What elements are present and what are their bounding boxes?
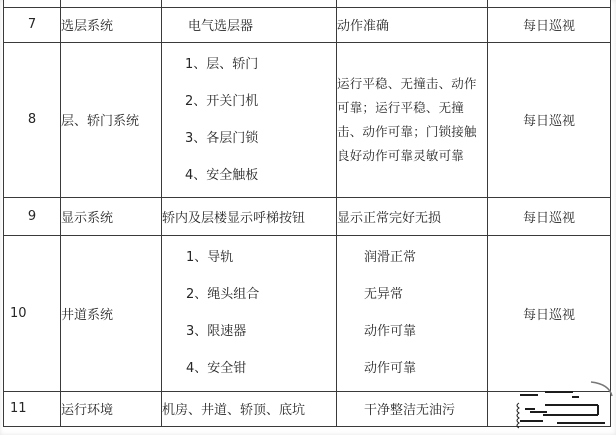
row8-system: 层、轿门系统 xyxy=(61,42,162,197)
maintenance-table xyxy=(3,0,611,427)
row8-items xyxy=(162,42,337,197)
row10-item-3: 3、限速器 xyxy=(186,324,247,339)
row11-item: 机房、井道、轿顶、底坑 xyxy=(162,391,337,426)
row10-requirements xyxy=(337,235,488,391)
row11-number: 11 xyxy=(4,391,61,426)
partial-cell xyxy=(4,0,61,7)
row10-number: 10 xyxy=(4,235,61,391)
row11-system: 运行环境 xyxy=(61,391,162,426)
row10-item-4: 4、安全钳 xyxy=(186,361,247,376)
row10-system: 井道系统 xyxy=(61,235,162,391)
row8-number: 8 xyxy=(4,42,61,197)
row9-number: 9 xyxy=(4,197,61,235)
row8-item-3: 3、各层门锁 xyxy=(185,130,259,146)
row7-system: 选层系统 xyxy=(61,7,162,42)
row7-item: 电气选层器 xyxy=(162,7,337,42)
row10-req-1: 润滑正常 xyxy=(364,250,417,265)
row10-item-2: 2、绳头组合 xyxy=(186,287,260,302)
row9-system: 显示系统 xyxy=(61,197,162,235)
row7-frequency: 每日巡视 xyxy=(488,7,611,42)
row9-frequency: 每日巡视 xyxy=(488,197,611,235)
table-row xyxy=(4,197,611,235)
row9-item: 轿内及层楼显示呼梯按钮 xyxy=(162,197,337,235)
row10-frequency: 每日巡视 xyxy=(488,235,611,391)
watermark-scribble-graphic xyxy=(505,378,616,430)
partial-cell xyxy=(162,0,337,7)
table-row xyxy=(4,235,611,391)
partial-cell xyxy=(337,0,488,7)
row10-items xyxy=(162,235,337,391)
partial-cell xyxy=(488,0,611,7)
row8-item-2: 2、开关门机 xyxy=(185,93,259,109)
row7-number: 7 xyxy=(4,7,61,42)
row8-requirement-text: 运行平稳、无撞击、动作可靠；运行平稳、无撞击、动作可靠；门锁接触良好动作可靠灵敏可靠 xyxy=(337,75,477,163)
partial-cell xyxy=(61,0,162,7)
table-row-partial xyxy=(4,0,611,7)
table-row xyxy=(4,7,611,42)
row8-item-4: 4、安全触板 xyxy=(185,167,259,183)
row10-req-3: 动作可靠 xyxy=(364,324,417,339)
row8-frequency: 每日巡视 xyxy=(488,42,611,197)
table-row xyxy=(4,42,611,197)
row10-req-4: 动作可靠 xyxy=(364,361,417,376)
row10-item-1: 1、导轨 xyxy=(186,250,234,265)
row10-req-2: 无异常 xyxy=(364,287,404,302)
row8-item-1: 1、层、轿门 xyxy=(185,56,259,72)
row9-requirement: 显示正常完好无损 xyxy=(337,197,488,235)
row11-requirement: 干净整洁无油污 xyxy=(337,391,488,426)
row7-requirement: 动作准确 xyxy=(337,7,488,42)
row8-requirement xyxy=(337,42,488,197)
